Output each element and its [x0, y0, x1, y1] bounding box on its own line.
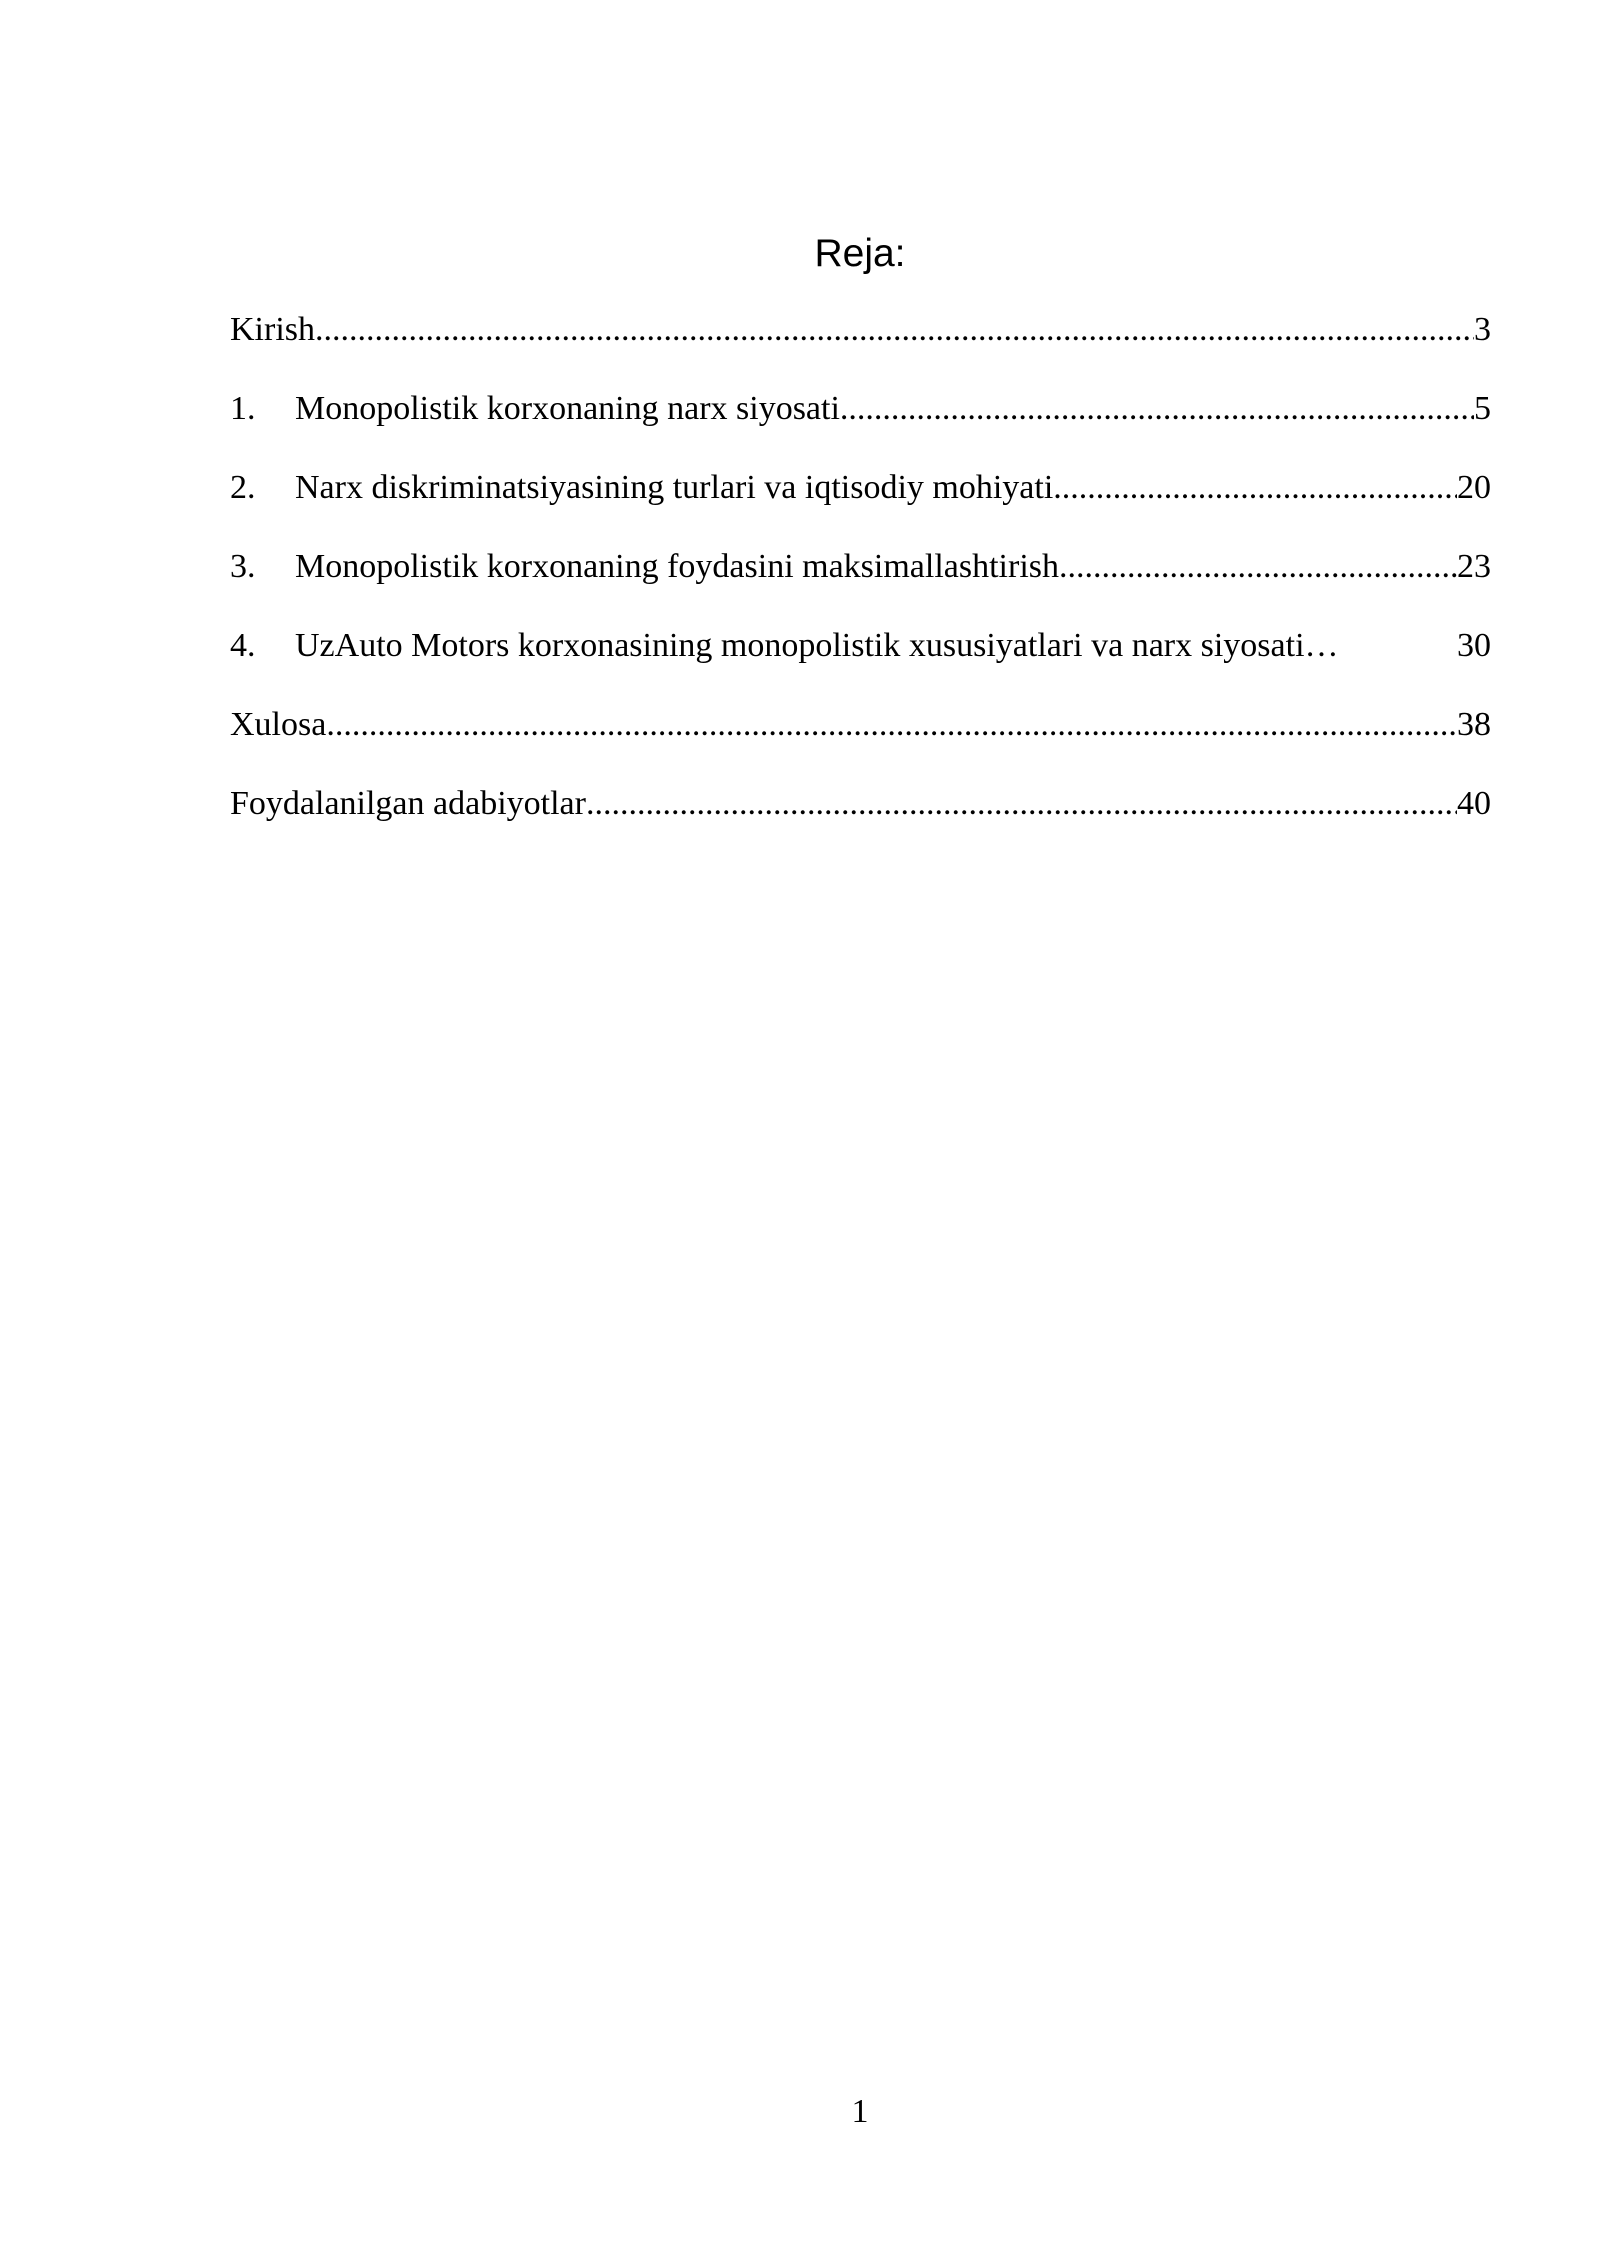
toc-ellipsis-leader — [1305, 616, 1457, 676]
toc-dot-leader — [840, 379, 1474, 439]
toc-entry-page: 30 — [1457, 627, 1491, 664]
toc-entry-page: 23 — [1457, 548, 1491, 585]
toc-entry-label: Narx diskriminatsiyasining turlari va iqtisodiy mohiyati — [295, 469, 1054, 506]
toc-entry-number: 4. — [230, 627, 256, 664]
toc-entry-4 — [230, 616, 1491, 695]
toc-entry-label: Xulosa — [230, 706, 327, 743]
toc-dot-leader — [586, 774, 1457, 834]
toc-entry-page: 5 — [1474, 390, 1491, 427]
toc-entry-label: Foydalanilgan adabiyotlar — [230, 785, 586, 822]
toc-entry-kirish — [230, 300, 1491, 379]
toc-dot-leader — [326, 695, 1457, 755]
toc-entry-label: Monopolistik korxonaning foydasini maksimallashtirish — [295, 548, 1060, 585]
table-of-contents — [230, 300, 1491, 853]
toc-entry-page: 3 — [1474, 311, 1491, 348]
toc-entry-xulosa — [230, 695, 1491, 774]
toc-entry-3 — [230, 537, 1491, 616]
toc-dot-leader — [315, 300, 1474, 360]
toc-entry-page: 38 — [1457, 706, 1491, 743]
toc-entry-adabiyotlar — [230, 774, 1491, 853]
toc-entry-number: 3. — [230, 548, 256, 585]
page-number: 1 — [851, 2093, 869, 2130]
toc-entry-2 — [230, 458, 1491, 537]
toc-dot-leader — [1059, 537, 1457, 597]
page-title: Reja: — [814, 232, 906, 275]
toc-entry-number: 1. — [230, 390, 256, 427]
toc-entry-page: 40 — [1457, 785, 1491, 822]
toc-entry-page: 20 — [1457, 469, 1491, 506]
toc-entry-label: UzAuto Motors korxonasining monopolistik xususiyatlari va narx siyosati — [295, 627, 1305, 664]
toc-entry-label: Kirish — [230, 311, 315, 348]
toc-entry-label: Monopolistik korxonaning narx siyosati — [295, 390, 840, 427]
toc-entry-number: 2. — [230, 469, 256, 506]
toc-dot-leader — [1053, 458, 1457, 518]
toc-entry-1 — [230, 379, 1491, 458]
